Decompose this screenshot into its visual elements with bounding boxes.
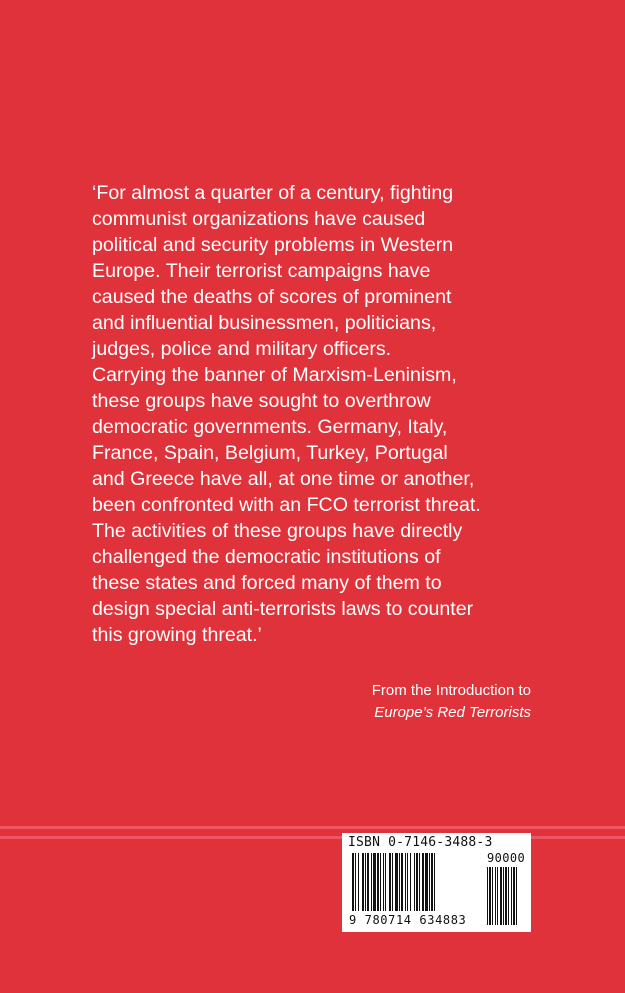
barcode-bar xyxy=(380,853,381,911)
quote-line: judges, police and military officers. xyxy=(92,338,392,360)
quote-line: The activities of these groups have directly xyxy=(92,520,463,542)
price-barcode-bar xyxy=(508,867,509,925)
barcode-bar xyxy=(425,853,428,911)
barcode-bar xyxy=(352,853,354,911)
quote-line: and influential businessmen, politicians, xyxy=(92,312,437,334)
quote-line: these groups have sought to overthrow xyxy=(92,390,431,412)
back-cover-quote xyxy=(92,180,562,648)
barcode-bar xyxy=(373,853,376,911)
barcode-bar xyxy=(383,853,384,911)
quote-line: communist organizations have caused xyxy=(92,208,426,230)
quote-line: Carrying the banner of Marxism-Leninism, xyxy=(92,364,457,386)
quote-line: political and security problems in Western xyxy=(92,234,454,256)
price-barcode-bar xyxy=(516,867,517,925)
barcode-bar xyxy=(385,853,386,911)
quote-attribution xyxy=(372,680,531,724)
quote-line: democratic governments. Germany, Italy, xyxy=(92,416,448,438)
barcode-bar xyxy=(377,853,379,911)
price-barcode-bar xyxy=(513,867,515,925)
quote-line: this growing threat.’ xyxy=(92,624,262,646)
barcode-bar xyxy=(410,853,411,911)
barcode-bar xyxy=(407,853,408,911)
price-code: 90000 xyxy=(487,851,526,865)
price-barcode-bar xyxy=(492,867,493,925)
barcode-bar xyxy=(431,853,433,911)
book-title: Europe’s Red Terrorists xyxy=(374,704,531,721)
price-barcode-bar xyxy=(503,867,504,925)
quote-line: and Greece have all, at one time or another, xyxy=(92,468,475,490)
barcode-bar xyxy=(389,853,391,911)
barcode-bar xyxy=(399,853,400,911)
quote-line: challenged the democratic institutions of xyxy=(92,546,441,568)
quote-line: ‘For almost a quarter of a century, fighting xyxy=(92,182,454,204)
barcode-bar xyxy=(392,853,393,911)
barcode-bar xyxy=(355,853,356,911)
price-barcode-bar xyxy=(487,867,488,925)
attribution-line: From the Introduction to xyxy=(371,682,531,699)
barcode-bar xyxy=(401,853,403,911)
barcode-bar xyxy=(365,853,366,911)
barcode-bar xyxy=(358,853,359,911)
ean-number: 9 780714 634883 xyxy=(349,913,467,927)
price-barcode-bar xyxy=(489,867,491,925)
barcode-bar xyxy=(429,853,430,911)
price-barcode-bar xyxy=(511,867,512,925)
barcode-bar xyxy=(414,853,415,911)
barcode-bar xyxy=(362,853,364,911)
decorative-stripe-bottom xyxy=(0,836,625,839)
barcode-bar xyxy=(395,853,398,911)
price-barcode-bar xyxy=(497,867,498,925)
barcode-bar xyxy=(422,853,424,911)
barcode-bar xyxy=(371,853,372,911)
price-barcode-bar xyxy=(500,867,502,925)
price-barcode-bar xyxy=(495,867,496,925)
isbn-number: ISBN 0-7146-3488-3 xyxy=(348,835,493,850)
decorative-stripe-top xyxy=(0,826,625,829)
quote-line: France, Spain, Belgium, Turkey, Portugal xyxy=(92,442,448,464)
barcode-bar xyxy=(419,853,420,911)
barcode-bar xyxy=(434,853,435,911)
quote-line: been confronted with an FCO terrorist threat. xyxy=(92,494,481,516)
barcode-bar xyxy=(416,853,418,911)
price-barcode-bar xyxy=(505,867,507,925)
barcode-bar xyxy=(405,853,406,911)
barcode-bar xyxy=(367,853,369,911)
quote-line: design special anti-terrorists laws to counter xyxy=(92,598,474,620)
quote-line: caused the deaths of scores of prominent xyxy=(92,286,452,308)
isbn-barcode xyxy=(342,833,531,932)
quote-line: Europe. Their terrorist campaigns have xyxy=(92,260,431,282)
quote-line: these states and forced many of them to xyxy=(92,572,442,594)
